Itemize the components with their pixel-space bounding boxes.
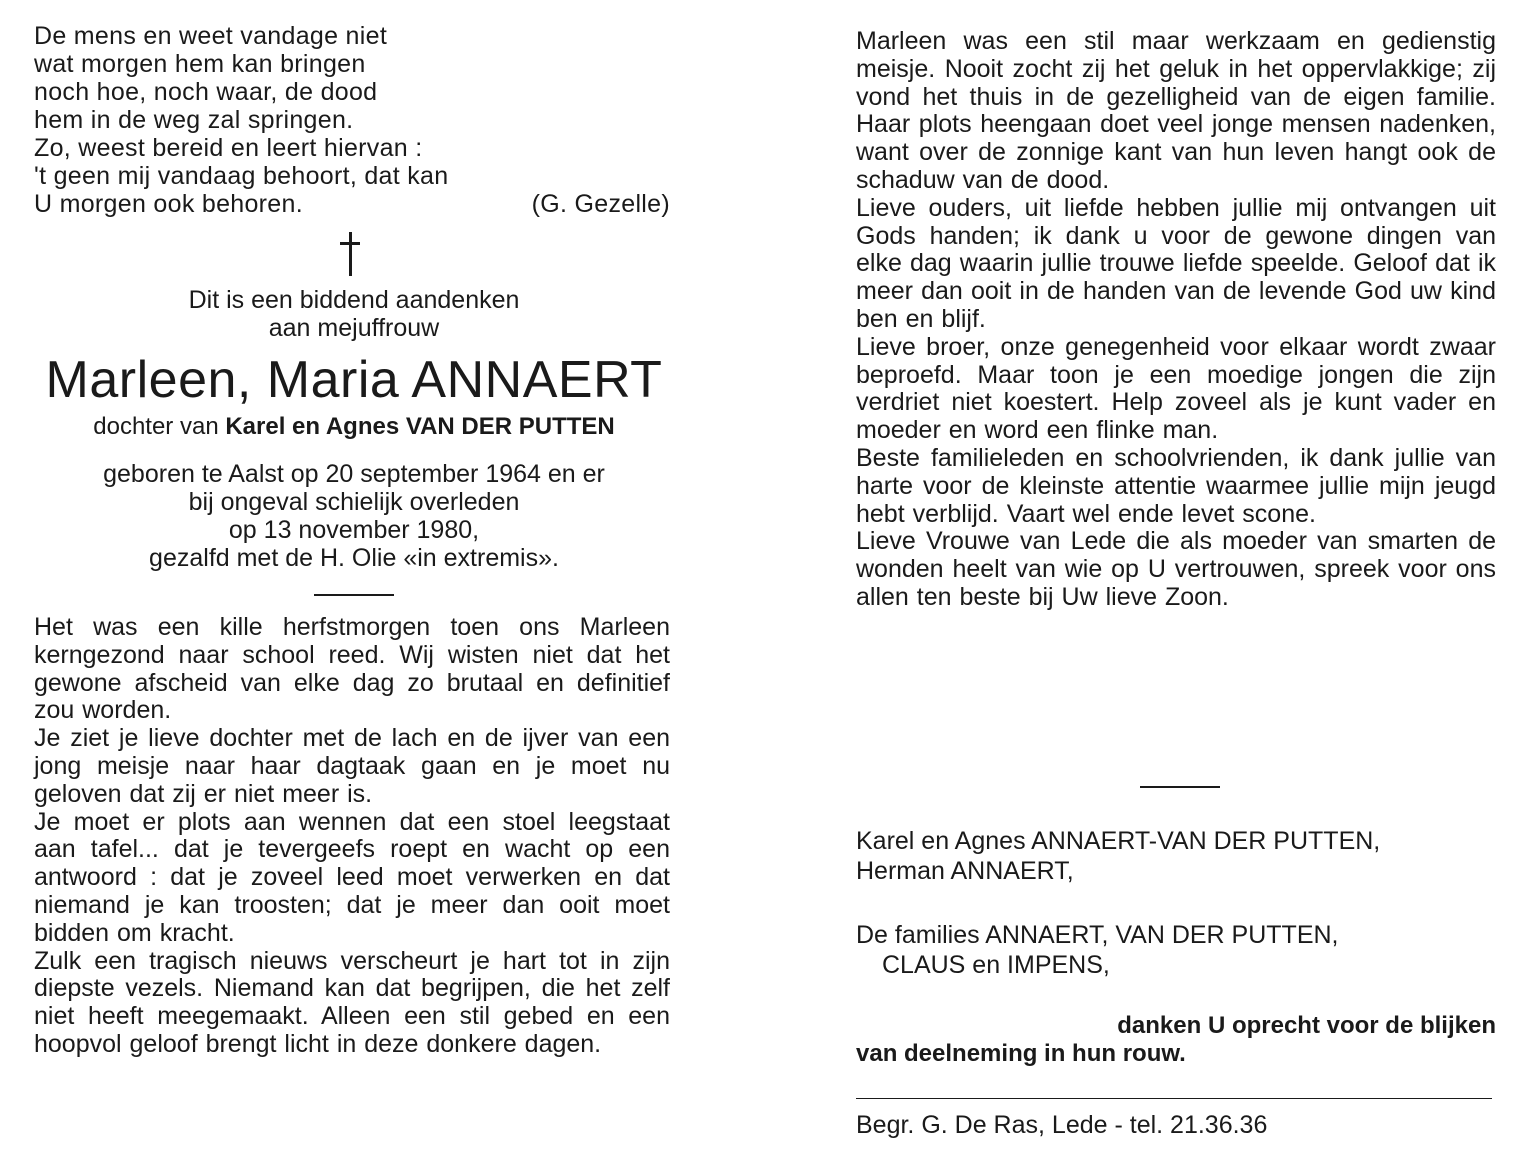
paragraph: Het was een kille herfstmorgen toen ons Marleen kerngezond naar school reed. Wij wisten niet dat het gewone afscheid van elke dag zo brutaal en definitief zou worden. xyxy=(34,613,670,725)
poem-line xyxy=(34,190,670,218)
thanks-line: danken U oprecht voor de blijken xyxy=(1117,1012,1496,1039)
poem-line: hem in de weg zal springen. xyxy=(34,106,354,134)
signatory-line: De families ANNAERT, VAN DER PUTTEN, xyxy=(856,921,1339,949)
parents-names: Karel en Agnes VAN DER PUTTEN xyxy=(225,413,615,440)
deceased-name: Marleen, Maria ANNAERT xyxy=(45,351,663,409)
paragraph: Lieve broer, onze genegenheid voor elkaar wordt zwaar beproefd. Maar toon je een moedige jongen die zijn verdriet niet koestert. Help zoveel als je kunt vader en moeder en word een flinke man. xyxy=(856,332,1496,445)
life-dates xyxy=(34,460,674,572)
signatory-line: CLAUS en IMPENS, xyxy=(882,951,1110,979)
poem-line: De mens en weet vandage niet xyxy=(34,22,388,50)
paragraph: Je ziet je lieve dochter met de lach en de ijver van een jong meisje naar haar dagtaak gaan en je moet nu geloven dat zij er niet meer is. xyxy=(34,724,670,808)
parents-prefix: dochter van xyxy=(93,413,226,440)
poem-author: (G. Gezelle) xyxy=(531,190,670,218)
thanks xyxy=(856,1012,1496,1068)
intro-line: Dit is een biddend aandenken xyxy=(188,286,520,314)
printer-credit: Begr. G. De Ras, Lede - tel. 21.36.36 xyxy=(856,1111,1268,1139)
poem-line: 't geen mij vandaag behoort, dat kan xyxy=(34,162,449,190)
cross-icon xyxy=(340,232,360,276)
intro xyxy=(34,286,674,342)
paragraph: Zulk een tragisch nieuws verscheurt je hart tot in zijn diepste vezels. Niemand kan dat begrijpen, die het zelf niet heeft meegemaakt. Alleen een stil gebed en een hoopvol geloof brengt licht in deze donkere dagen. xyxy=(34,946,670,1058)
right-body xyxy=(856,28,1496,612)
date-line: op 13 november 1980, xyxy=(228,516,480,544)
signatories xyxy=(856,826,1496,980)
paragraph: Lieve Vrouwe van Lede die als moeder van smarten de wonden heelt van wie op U vertrouwen, spreek voor ons allen ten beste bij Uw lieve Zoon. xyxy=(856,527,1496,611)
intro-line: aan mejuffrouw xyxy=(268,314,440,342)
signatory-line: Herman ANNAERT, xyxy=(856,857,1074,885)
poem-line-text: U morgen ook behoren. xyxy=(34,190,303,218)
paragraph: Lieve ouders, uit liefde hebben jullie mij ontvangen uit Gods handen; ik dank u voor de gewone dingen van elke dag waarin jullie trouwe liefde speelde. Geloof dat ik meer dan ooit in de handen van de levende God uw kind ben en blijf. xyxy=(856,193,1496,333)
paragraph: Beste familieleden en schoolvrienden, ik dank jullie van harte voor de kleinste attentie waarmee jullie mijn jeugd hebt verblijd. Vaart wel ende levet scone. xyxy=(856,443,1496,528)
left-body xyxy=(34,614,670,1059)
signatory-line: Karel en Agnes ANNAERT-VAN DER PUTTEN, xyxy=(856,827,1381,855)
date-line: gezalfd met de H. Olie «in extremis». xyxy=(149,544,559,572)
divider xyxy=(314,594,394,596)
parents-line xyxy=(34,412,674,442)
divider xyxy=(1140,786,1220,788)
poem-line: Zo, weest bereid en leert hiervan : xyxy=(34,134,423,162)
date-line: geboren te Aalst op 20 september 1964 en er xyxy=(103,460,605,488)
poem xyxy=(34,22,670,218)
thanks-line: van deelneming in hun rouw. xyxy=(856,1040,1186,1067)
paragraph: Je moet er plots aan wennen dat een stoel leegstaat aan tafel... dat je tevergeefs roept en wacht op een antwoord : dat je zoveel leed moet verwerken en dat niemand je kan troosten; dat je meer dan ooit moet bidden om kracht. xyxy=(34,807,670,947)
poem-line: noch hoe, noch waar, de dood xyxy=(34,78,378,106)
paragraph: Marleen was een stil maar werkzaam en gedienstig meisje. Nooit zocht zij het geluk in het oppervlakkige; zij vond het thuis in de gezelligheid van de eigen familie. Haar plots heengaan doet veel jonge mensen nadenken, want over de zonnige kant van hun leven hangt ook de schaduw van de dood. xyxy=(856,27,1496,194)
poem-line: wat morgen hem kan bringen xyxy=(34,50,366,78)
footer-divider xyxy=(856,1098,1492,1099)
date-line: bij ongeval schielijk overleden xyxy=(188,488,520,516)
